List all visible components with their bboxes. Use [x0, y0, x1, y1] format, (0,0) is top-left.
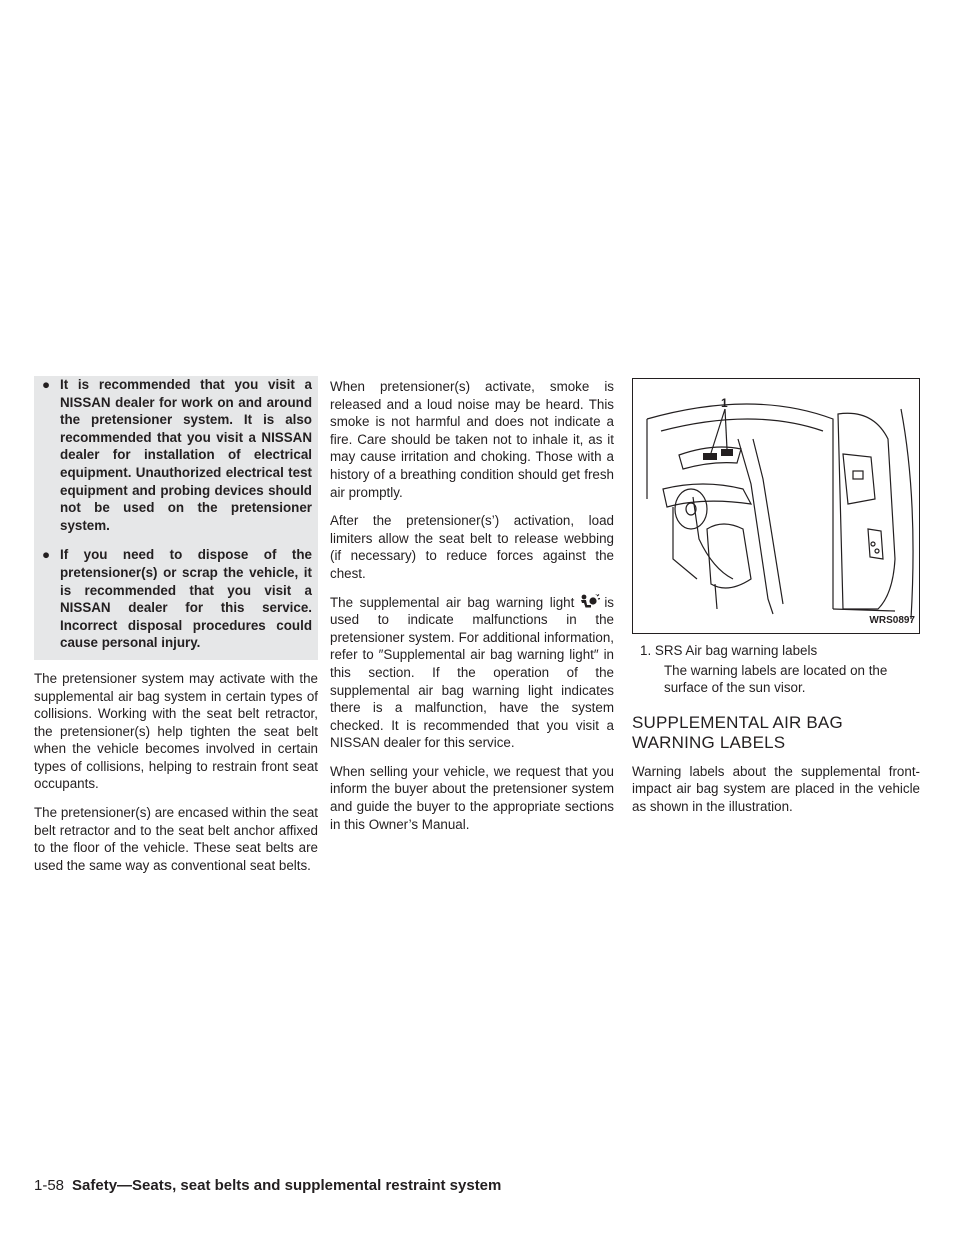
paragraph: Warning labels about the supplemental front-impact air bag system are placed in the vehicle as shown in the illustration. — [632, 763, 920, 814]
paragraph-with-icon: The supplemental air bag warning light is used to indicate malfunctions in the pretensioner system. For additional information, refer to ″Supplemental air bag warning light″ in this section. If the operation of the supplemental air bag warning light indicates there is a malfunction, have the system checked. It is recommended that you visit a NISSAN dealer for this service. — [330, 594, 614, 751]
paragraph: The pretensioner system may activate with the supplemental air bag system in certain types of collisions. Working with the seat belt retractor, the pretensioner(s) help tighten the seat belt when the vehicle becomes involved in certain types of collisions, helping to restrain front seat occupants. — [34, 670, 318, 792]
figure-callout: 1 — [721, 396, 728, 410]
page-number: 1-58 — [34, 1177, 65, 1194]
bullet-dot: ● — [42, 547, 51, 563]
section-heading: SUPPLEMENTAL AIR BAG WARNING LABELS — [632, 712, 843, 752]
warning-box — [34, 376, 318, 660]
column-left — [34, 378, 318, 885]
figure-caption-detail: The warning labels are located on the surface of the sun visor. — [664, 662, 888, 696]
paragraph: After the pretensioner(s’) activation, load limiters allow the seat belt to release webbing (if necessary) to reduce forces against the chest. — [330, 513, 614, 581]
bullet-dot: ● — [42, 377, 51, 392]
airbag-warning-icon — [578, 594, 600, 610]
sun-visor-illustration — [632, 378, 920, 634]
figure-caption: 1. SRS Air bag warning labels — [640, 643, 818, 658]
column-right — [632, 378, 920, 827]
warning-bullet: ● It is recommended that you visit a NISSAN dealer for work on and around the pretensioner system. It is also recommended that you visit a NISSAN dealer for installation of electrical equipment. Unauthorized electrical test equipment and probing devices should not be used on the pretensioner system. — [42, 377, 312, 533]
paragraph: When selling your vehicle, we request that you inform the buyer about the pretensioner system and guide the buyer to the appropriate sections in this Owner’s Manual. — [330, 763, 614, 832]
page-footer — [34, 1177, 501, 1194]
paragraph: When pretensioner(s) activate, smoke is released and a loud noise may be heard. This smoke is not harmful and does not indicate a fire. Care should be taken not to inhale it, as it may cause irritation and choking. Those with a history of a breathing condition should get fresh air promptly. — [330, 379, 614, 500]
warning-bullet: ● If you need to dispose of the pretensioner(s) or scrap the vehicle, it is recommended that you visit a NISSAN dealer for this service. Incorrect disposal procedures could cause personal injury. — [42, 547, 312, 651]
section-title: Safety—Seats, seat belts and supplemental restraint system — [72, 1177, 502, 1194]
column-middle — [330, 378, 614, 844]
paragraph: The pretensioner(s) are encased within the seat belt retractor and to the seat belt anchor affixed to the floor of the vehicle. These seat belts are used the same way as conventional seat belts. — [34, 805, 318, 873]
car-interior-drawing — [633, 379, 919, 633]
figure-code: WRS0897 — [869, 615, 915, 627]
